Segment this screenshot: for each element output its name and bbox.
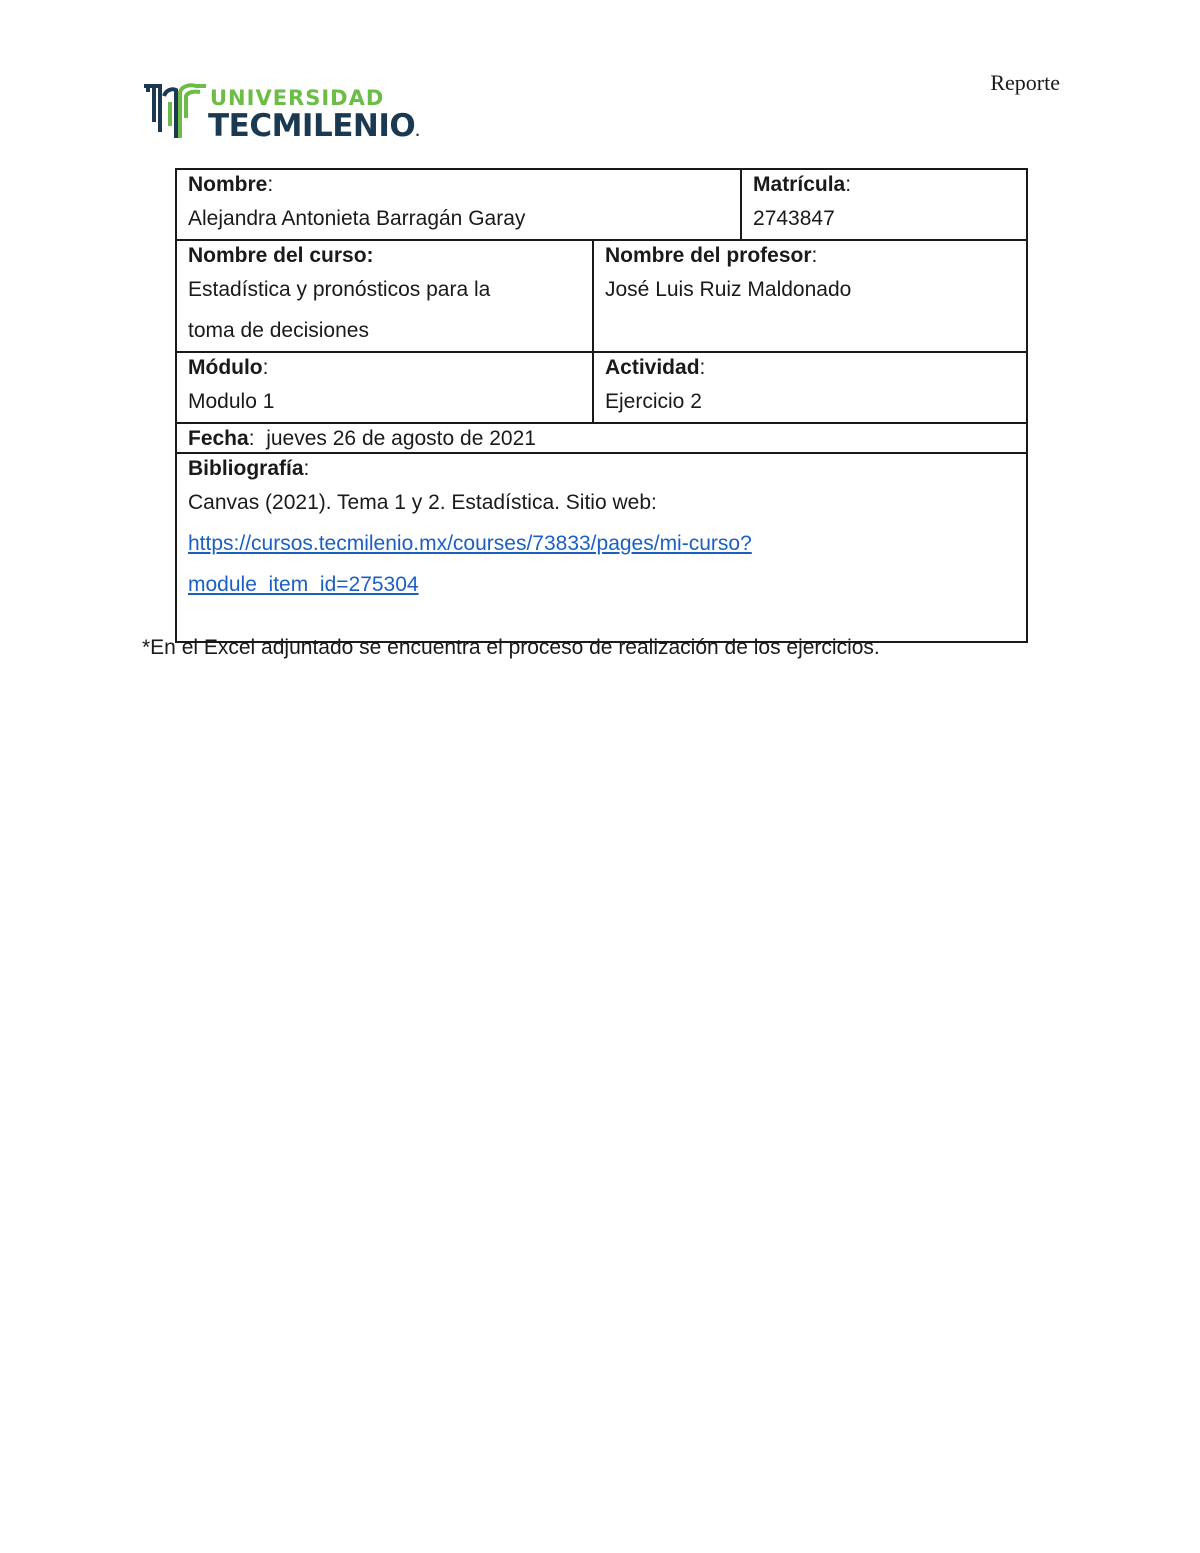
nombre-value: Alejandra Antonieta Barragán Garay: [188, 207, 526, 230]
document-label: Reporte: [990, 70, 1060, 95]
actividad-label-line: [605, 354, 1016, 381]
nombre-label: Nombre: [188, 173, 268, 196]
profesor-colon: :: [811, 244, 818, 267]
info-table: [175, 168, 1028, 643]
fecha-colon: :: [248, 427, 255, 450]
fecha-value: jueves 26 de agosto de 2021: [254, 427, 536, 450]
modulo-label: Módulo: [188, 356, 263, 379]
logo-registered-mark: .: [415, 125, 420, 139]
actividad-value: Ejercicio 2: [605, 390, 702, 413]
profesor-label-line: [605, 242, 1016, 269]
curso-value-line2: toma de decisiones: [188, 319, 369, 342]
nombre-label-line: [188, 171, 730, 198]
profesor-value: José Luis Ruiz Maldonado: [605, 278, 852, 301]
bibliografia-label: Bibliografía: [188, 457, 304, 480]
nombre-colon: :: [267, 173, 274, 196]
cell-matricula: [741, 169, 1027, 240]
row-bibliografia: [176, 453, 1027, 642]
footnote: *En el Excel adjuntado se encuentra el proceso de realización de los ejercicios.: [142, 636, 880, 659]
cell-modulo: [176, 352, 593, 423]
modulo-label-line: [188, 354, 582, 381]
cell-curso: [176, 240, 593, 352]
matricula-colon: :: [845, 173, 852, 196]
logo-text-tecmilenio: [208, 108, 419, 144]
cell-fecha: [176, 423, 1027, 453]
cell-actividad: [593, 352, 1027, 423]
modulo-colon: :: [262, 356, 269, 379]
matricula-value: 2743847: [753, 207, 835, 230]
matricula-label-line: [753, 171, 1016, 198]
row-modulo: [176, 352, 1027, 423]
bibliografia-link-line2[interactable]: module_item_id=275304: [188, 573, 419, 596]
tecmilenio-logo-icon: [142, 82, 208, 142]
actividad-label: Actividad: [605, 356, 700, 379]
bibliografia-label-line: [188, 455, 1016, 482]
curso-label: Nombre del curso:: [188, 244, 374, 267]
cell-nombre: [176, 169, 741, 240]
modulo-value: Modulo 1: [188, 390, 275, 413]
bibliografia-text: Canvas (2021). Tema 1 y 2. Estadística. Sitio web:: [188, 491, 657, 514]
cell-bibliografia: [176, 453, 1027, 642]
row-curso: [176, 240, 1027, 352]
curso-value-line1: Estadística y pronósticos para la: [188, 278, 491, 301]
row-nombre: [176, 169, 1027, 240]
matricula-label: Matrícula: [753, 173, 846, 196]
cell-profesor: [593, 240, 1027, 352]
actividad-colon: :: [699, 356, 706, 379]
fecha-label: Fecha: [188, 427, 249, 450]
university-logo: [142, 82, 432, 144]
logo-text-universidad: UNIVERSIDAD: [210, 86, 385, 110]
profesor-label: Nombre del profesor: [605, 244, 812, 267]
bibliografia-colon: :: [303, 457, 310, 480]
logo-name: TECMILENIO: [208, 108, 416, 144]
bibliografia-link-line1[interactable]: https://cursos.tecmilenio.mx/courses/73833/pages/mi-curso?: [188, 532, 752, 555]
row-fecha: [176, 423, 1027, 453]
